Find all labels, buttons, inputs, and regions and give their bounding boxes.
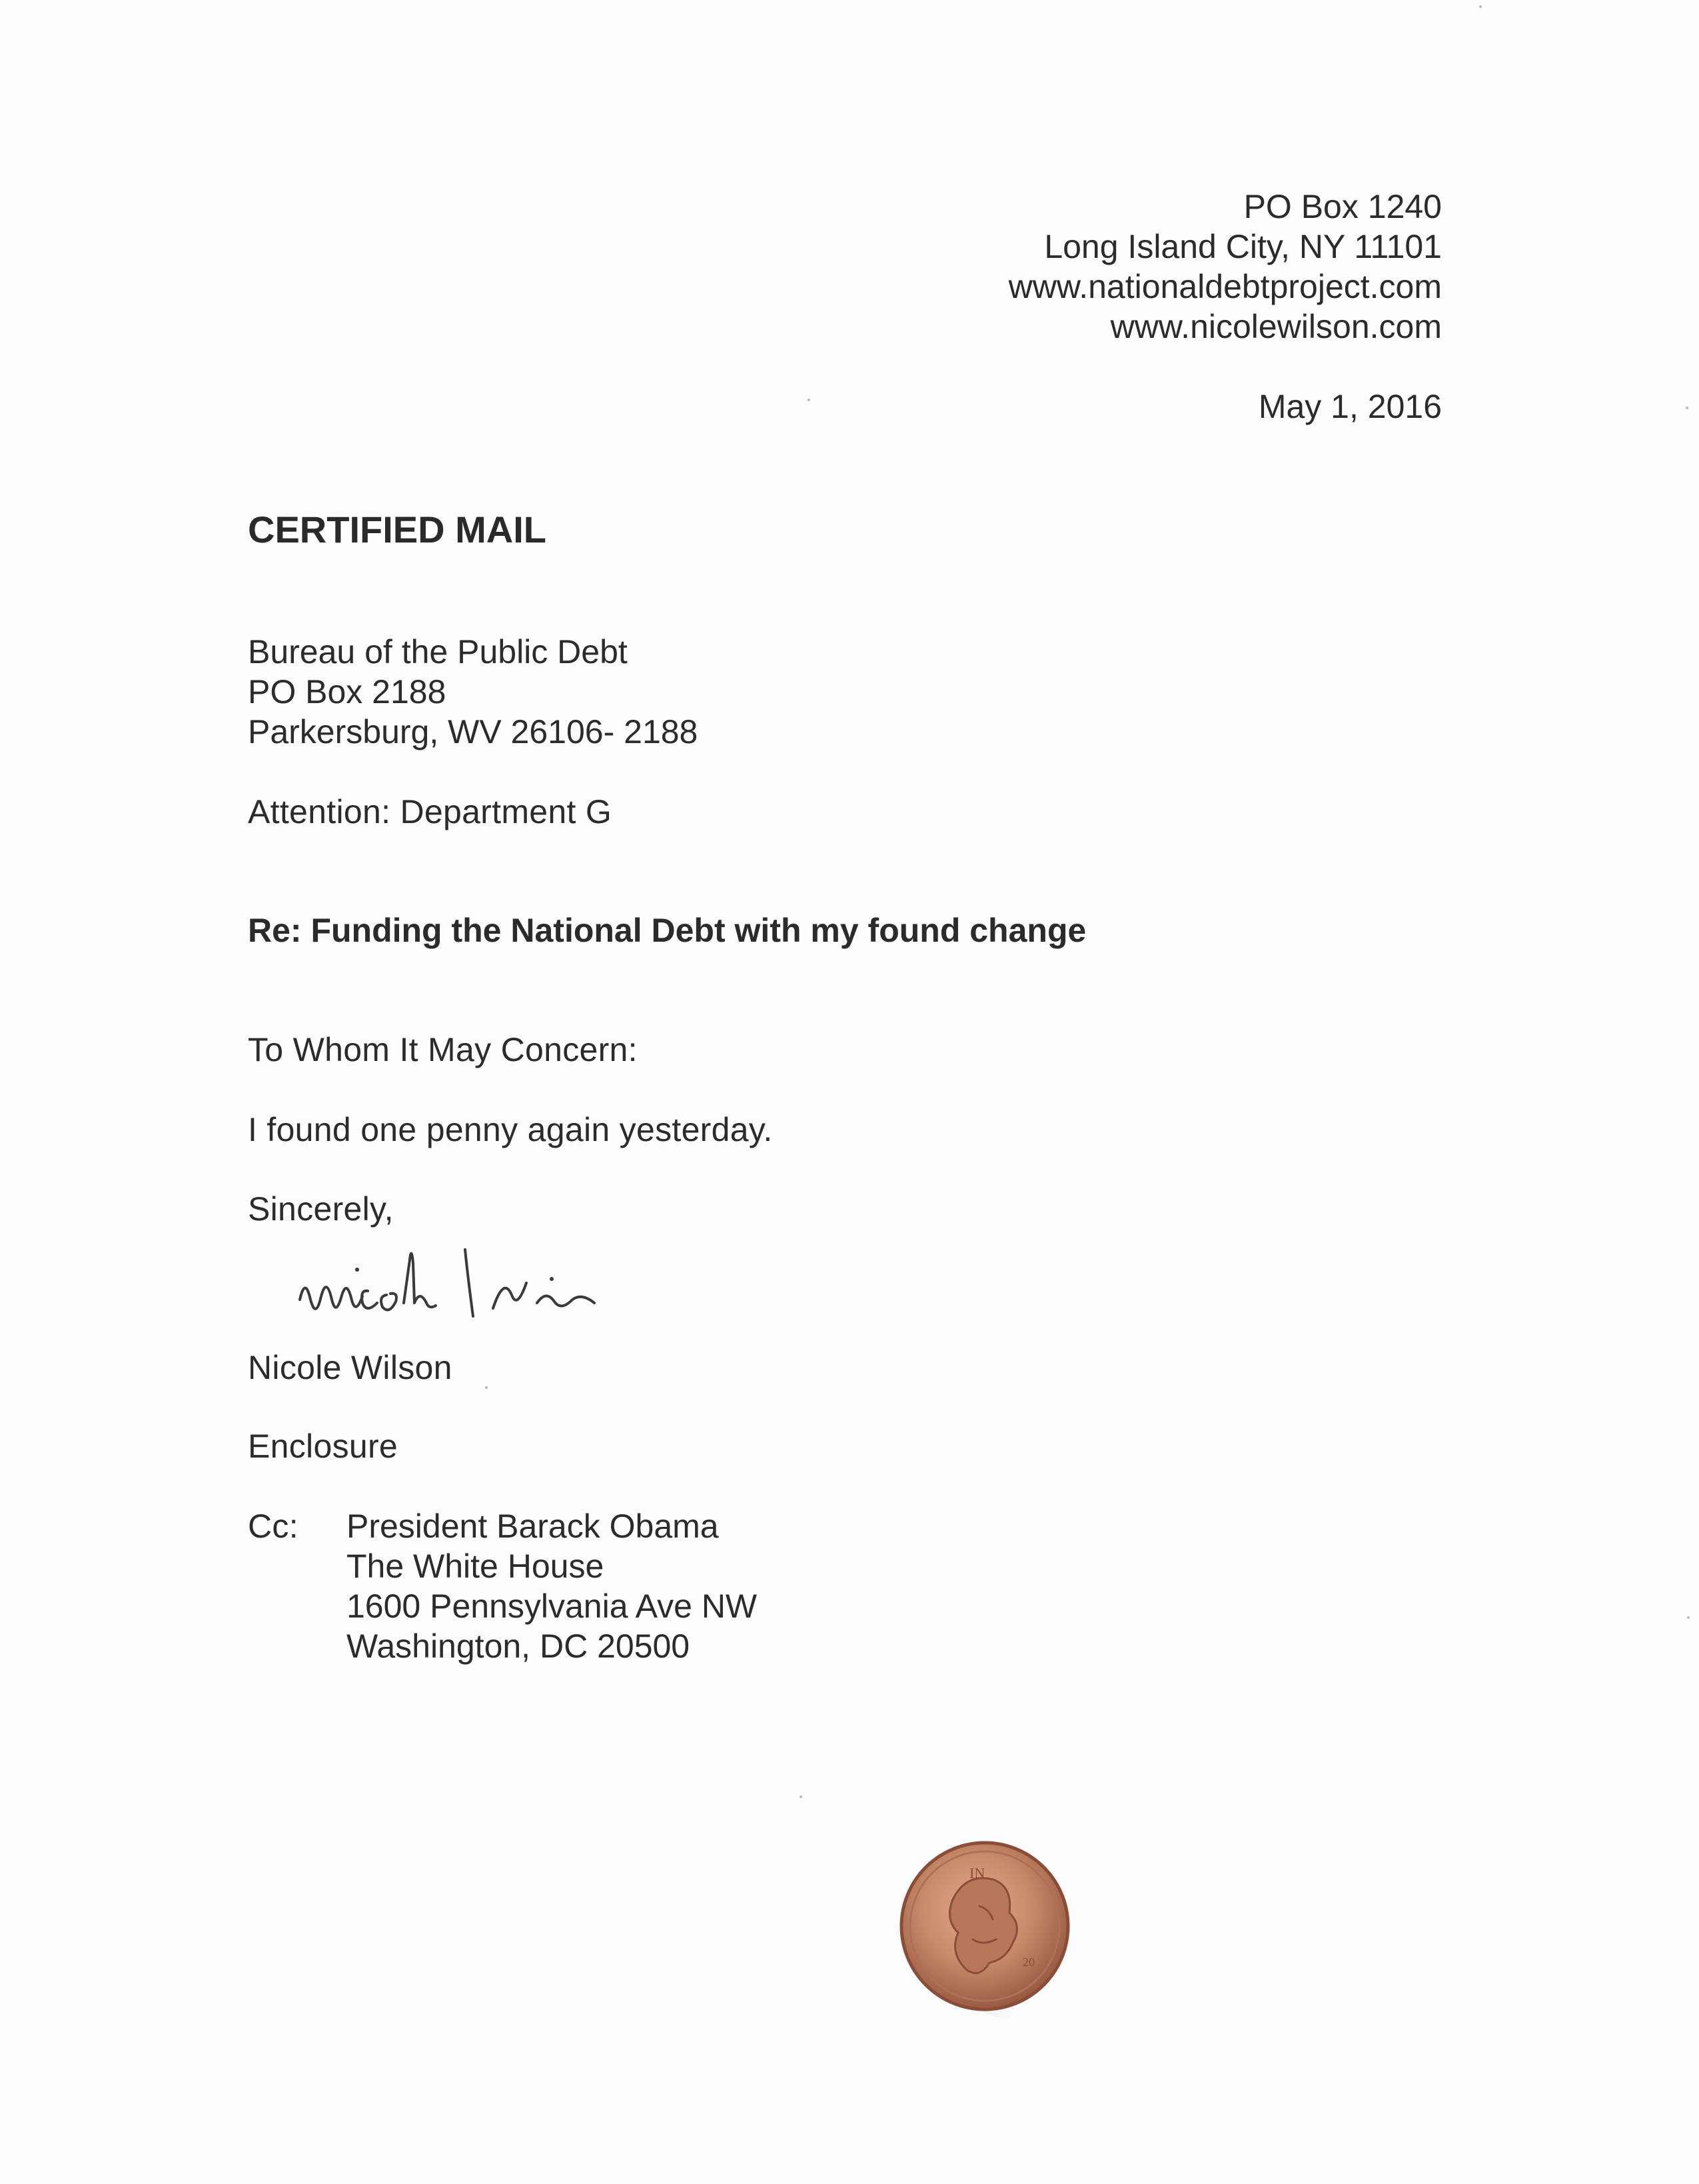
recipient-name: Bureau of the Public Debt	[248, 633, 628, 670]
penny-coin-image	[879, 1826, 1079, 2026]
cc-name: President Barack Obama	[346, 1508, 719, 1545]
svg-text:IN: IN	[969, 1865, 985, 1881]
scan-speck	[808, 399, 810, 401]
sender-address-block	[1009, 187, 1442, 347]
scan-speck	[1479, 5, 1482, 8]
recipient-address-line1: PO Box 2188	[248, 673, 446, 710]
closing: Sincerely,	[248, 1190, 394, 1228]
signer-name: Nicole Wilson	[248, 1349, 452, 1386]
cc-label: Cc:	[248, 1508, 298, 1545]
sender-website-1: www.nationaldebtproject.com	[1008, 268, 1442, 305]
cc-org: The White House	[346, 1548, 604, 1585]
delivery-method: CERTIFIED MAIL	[248, 509, 546, 550]
letter-body: I found one penny again yesterday.	[248, 1111, 773, 1148]
sender-address-line2: Long Island City, NY 11101	[1044, 228, 1442, 265]
scan-speck	[1686, 407, 1688, 409]
subject-line: Re: Funding the National Debt with my found change	[248, 912, 1087, 949]
sender-address-line1: PO Box 1240	[1243, 188, 1442, 225]
cc-address-line1: 1600 Pennsylvania Ave NW	[346, 1588, 758, 1625]
attention-line: Attention: Department G	[248, 793, 612, 830]
scan-speck	[1687, 1616, 1690, 1619]
scan-speck	[800, 1795, 802, 1798]
recipient-address-line2: Parkersburg, WV 26106- 2188	[248, 713, 698, 750]
handwritten-signature	[293, 1236, 606, 1336]
scan-speck	[485, 1386, 488, 1389]
enclosure-notation: Enclosure	[248, 1428, 398, 1465]
recipient-address-block	[248, 632, 698, 752]
cc-address-block	[346, 1506, 757, 1666]
svg-text:20: 20	[1023, 1955, 1035, 1969]
sender-website-2: www.nicolewilson.com	[1110, 308, 1442, 345]
cc-address-line2: Washington, DC 20500	[346, 1628, 690, 1665]
letter-date: May 1, 2016	[1258, 388, 1442, 425]
salutation: To Whom It May Concern:	[248, 1031, 638, 1068]
